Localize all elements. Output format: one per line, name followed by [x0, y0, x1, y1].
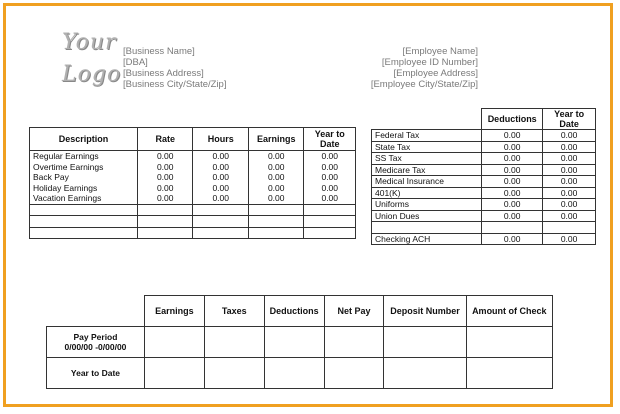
row-label: 401(K) — [372, 187, 482, 199]
table-row — [372, 199, 596, 211]
business-name: [Business Name] — [123, 46, 195, 57]
pay-period-value: 0/00/00 -0/00/00 — [64, 342, 127, 352]
col-earnings: Earnings — [248, 128, 304, 151]
business-info — [123, 46, 226, 90]
table-row — [30, 193, 356, 204]
cell-amount: 0.00 — [482, 164, 543, 176]
row-label: Union Dues — [372, 210, 482, 222]
cell-ytd: 0.00 — [543, 130, 596, 142]
business-address: [Business Address] — [123, 68, 204, 79]
cell-hours: 0.00 — [193, 151, 249, 162]
table-row-empty — [30, 216, 356, 228]
table-row — [372, 176, 596, 188]
row-label: Medicare Tax — [372, 164, 482, 176]
employee-id: [Employee ID Number] — [381, 57, 478, 68]
table-row — [372, 233, 596, 245]
cell-ytd: 0.00 — [543, 141, 596, 153]
col-description: Description — [30, 128, 138, 151]
table-row — [47, 327, 553, 358]
cell-earnings: 0.00 — [248, 151, 304, 162]
summary-table — [46, 295, 553, 389]
cell-rate: 0.00 — [137, 151, 193, 162]
table-row-empty — [30, 204, 356, 216]
cell-earnings: 0.00 — [248, 183, 304, 194]
table-row — [372, 187, 596, 199]
cell-rate: 0.00 — [137, 162, 193, 173]
row-label: Uniforms — [372, 199, 482, 211]
cell-ytd: 0.00 — [304, 172, 356, 183]
table-row — [47, 358, 553, 389]
cell-ytd: 0.00 — [304, 183, 356, 194]
cell-rate: 0.00 — [137, 183, 193, 194]
row-label: State Tax — [372, 141, 482, 153]
row-label: Checking ACH — [372, 233, 482, 245]
table-row — [372, 153, 596, 165]
table-row-empty — [30, 227, 356, 239]
table-row — [372, 141, 596, 153]
col-rate: Rate — [137, 128, 193, 151]
employee-name: [Employee Name] — [402, 46, 478, 57]
col-deductions: Deductions — [264, 296, 324, 327]
table-row — [30, 151, 356, 162]
col-taxes: Taxes — [204, 296, 264, 327]
table-row — [30, 162, 356, 173]
cell-hours: 0.00 — [193, 183, 249, 194]
cell-amount: 0.00 — [482, 141, 543, 153]
cell-amount: 0.00 — [482, 187, 543, 199]
cell-ytd: 0.00 — [543, 176, 596, 188]
cell-hours: 0.00 — [193, 162, 249, 173]
col-ytd: Year to Date — [543, 109, 596, 130]
col-ytd: Year to Date — [304, 128, 356, 151]
cell-ytd: 0.00 — [543, 233, 596, 245]
cell-rate: 0.00 — [137, 172, 193, 183]
logo-line-2: Logo — [62, 62, 122, 87]
col-amount-of-check: Amount of Check — [466, 296, 552, 327]
employee-city: [Employee City/State/Zip] — [370, 79, 478, 90]
col-earnings: Earnings — [144, 296, 204, 327]
cell-amount: 0.00 — [482, 210, 543, 222]
cell-hours: 0.00 — [193, 193, 249, 204]
employee-address: [Employee Address] — [393, 68, 478, 79]
row-label: Overtime Earnings — [30, 162, 138, 173]
deductions-table — [371, 108, 596, 245]
ytd-label: Year to Date — [47, 358, 145, 389]
business-dba: [DBA] — [123, 57, 148, 68]
business-city: [Business City/State/Zip] — [123, 79, 227, 90]
cell-amount: 0.00 — [482, 199, 543, 211]
cell-earnings: 0.00 — [248, 193, 304, 204]
cell-ytd: 0.00 — [304, 193, 356, 204]
row-label: SS Tax — [372, 153, 482, 165]
table-row — [372, 164, 596, 176]
col-deductions: Deductions — [482, 109, 543, 130]
col-deposit-number: Deposit Number — [384, 296, 466, 327]
table-row — [372, 130, 596, 142]
cell-hours: 0.00 — [193, 172, 249, 183]
cell-ytd: 0.00 — [543, 199, 596, 211]
cell-amount: 0.00 — [482, 233, 543, 245]
row-label: Medical Insurance — [372, 176, 482, 188]
row-label: Holiday Earnings — [30, 183, 138, 194]
cell-ytd: 0.00 — [543, 153, 596, 165]
row-label: Federal Tax — [372, 130, 482, 142]
cell-rate: 0.00 — [137, 193, 193, 204]
employee-info — [371, 46, 478, 90]
earnings-table — [29, 127, 356, 239]
table-row-empty — [372, 222, 596, 234]
table-row — [30, 183, 356, 194]
deductions-corner — [372, 109, 482, 130]
table-row — [372, 210, 596, 222]
cell-earnings: 0.00 — [248, 162, 304, 173]
summary-corner — [47, 296, 145, 327]
cell-ytd: 0.00 — [304, 162, 356, 173]
logo-line-1: Your — [62, 30, 117, 55]
table-row — [30, 172, 356, 183]
cell-earnings: 0.00 — [248, 172, 304, 183]
pay-period-label: Pay Period — [73, 332, 118, 342]
cell-ytd: 0.00 — [543, 164, 596, 176]
col-hours: Hours — [193, 128, 249, 151]
pay-period-cell — [47, 327, 145, 358]
cell-amount: 0.00 — [482, 130, 543, 142]
row-label: Regular Earnings — [30, 151, 138, 162]
cell-ytd: 0.00 — [304, 151, 356, 162]
cell-amount: 0.00 — [482, 153, 543, 165]
cell-ytd: 0.00 — [543, 210, 596, 222]
cell-amount: 0.00 — [482, 176, 543, 188]
row-label: Vacation Earnings — [30, 193, 138, 204]
row-label: Back Pay — [30, 172, 138, 183]
cell-ytd: 0.00 — [543, 187, 596, 199]
col-net-pay: Net Pay — [324, 296, 384, 327]
